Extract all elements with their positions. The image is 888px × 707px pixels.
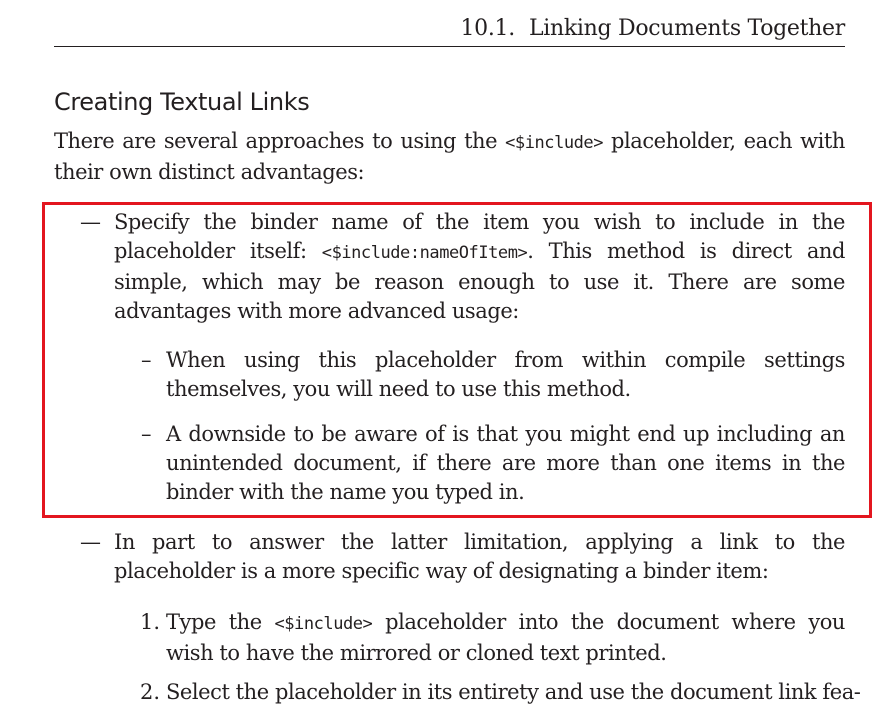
sub-bullet-2-text: A downside to be aware of is that you might end up including an unintended document, if there are more than one items in the binder with the name you typed in. — [166, 422, 845, 504]
running-header-title: Linking Documents Together — [528, 16, 845, 41]
step-marker: 1. — [140, 610, 161, 634]
highlight-box — [42, 202, 872, 518]
bullet-1-text: Specify the binder name of the item you wish to include in the placeholder itself: <$include:nameOfItem>. This method is direct and simple, which may be reason enough to use it. There are some advantages with more advanced usage: — [114, 210, 845, 323]
inline-code: <$include:nameOfItem> — [321, 243, 528, 263]
bullet-2-text: In part to answer the latter limitation, applying a link to the placeholder is a more specific way of designating a binder item: — [114, 530, 845, 583]
inline-code: <$include> — [274, 614, 373, 634]
bullet-marker: — — [80, 530, 101, 554]
sub-bullet-marker: – — [141, 348, 152, 372]
intro-paragraph: There are several approaches to using the <$include> placeholder, each with their own distinct advantages: — [54, 129, 845, 184]
step-1-text: Type the <$include> placeholder into the document where you wish to have the mirrored or cloned text printed. — [166, 610, 846, 665]
running-header — [0, 16, 845, 41]
sub-bullet-1-text: When using this placeholder from within compile settings themselves, you will need to use this method. — [166, 348, 845, 401]
step-2-text: Select the placeholder in its entirety and use the document link fea- — [166, 680, 861, 704]
step-marker: 2. — [140, 680, 161, 704]
running-header-section-number: 10.1. — [460, 16, 515, 41]
inline-code: <$include> — [505, 133, 603, 153]
header-rule — [54, 46, 845, 47]
section-title: Creating Textual Links — [54, 88, 310, 116]
bullet-marker: — — [80, 210, 101, 234]
sub-bullet-marker: – — [141, 422, 152, 446]
